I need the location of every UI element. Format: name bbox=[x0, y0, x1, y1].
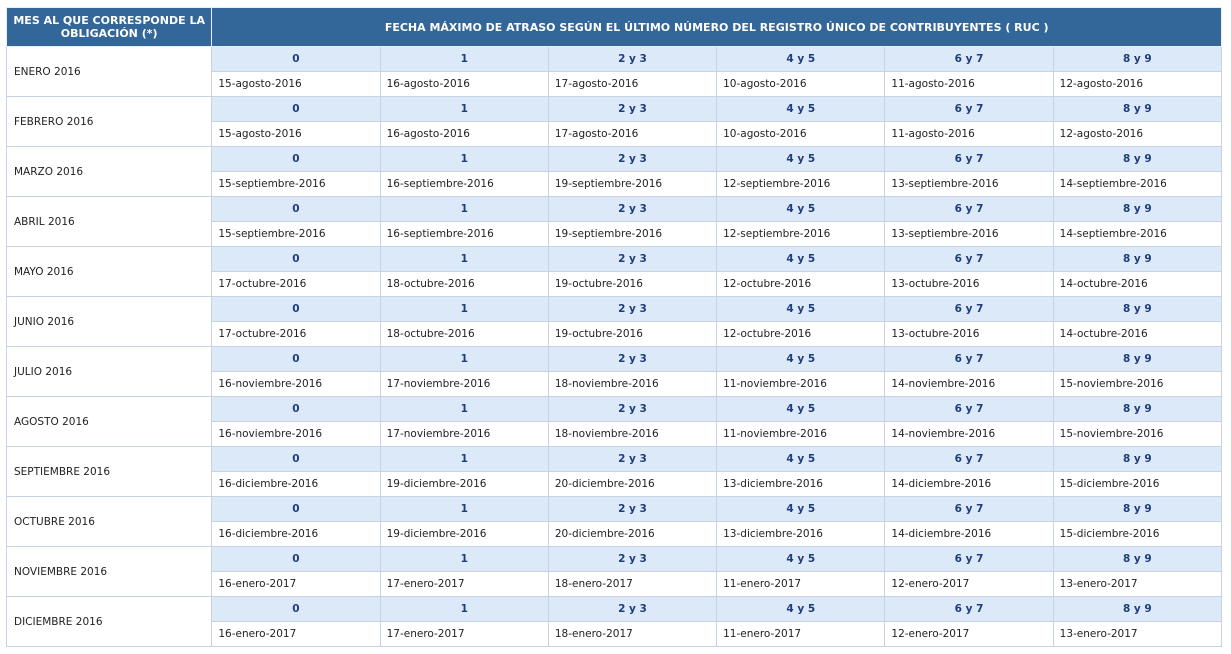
month-cell: JULIO 2016 bbox=[7, 347, 212, 397]
due-date-cell: 16-enero-2017 bbox=[212, 572, 380, 597]
due-date-cell: 14-septiembre-2016 bbox=[1053, 222, 1221, 247]
due-date-cell: 10-agosto-2016 bbox=[717, 72, 885, 97]
due-date-cell: 15-diciembre-2016 bbox=[1053, 522, 1221, 547]
ruc-digit-cell: 1 bbox=[380, 547, 548, 572]
ruc-digit-cell: 2 y 3 bbox=[548, 397, 716, 422]
due-date-cell: 16-agosto-2016 bbox=[380, 122, 548, 147]
due-date-cell: 17-agosto-2016 bbox=[548, 122, 716, 147]
due-date-cell: 13-septiembre-2016 bbox=[885, 172, 1053, 197]
due-date-cell: 13-diciembre-2016 bbox=[717, 472, 885, 497]
month-cell: SEPTIEMBRE 2016 bbox=[7, 447, 212, 497]
ruc-digit-cell: 8 y 9 bbox=[1053, 147, 1221, 172]
ruc-digit-cell: 0 bbox=[212, 347, 380, 372]
table-row bbox=[7, 147, 1222, 172]
due-date-cell: 17-enero-2017 bbox=[380, 622, 548, 647]
table-row bbox=[7, 47, 1222, 72]
due-date-cell: 17-noviembre-2016 bbox=[380, 372, 548, 397]
month-cell: MAYO 2016 bbox=[7, 247, 212, 297]
ruc-digit-cell: 0 bbox=[212, 397, 380, 422]
due-date-cell: 12-septiembre-2016 bbox=[717, 222, 885, 247]
ruc-schedule-table bbox=[6, 7, 1222, 647]
due-date-cell: 11-enero-2017 bbox=[717, 572, 885, 597]
ruc-digit-cell: 2 y 3 bbox=[548, 297, 716, 322]
due-date-cell: 18-octubre-2016 bbox=[380, 272, 548, 297]
due-date-cell: 11-agosto-2016 bbox=[885, 72, 1053, 97]
due-date-cell: 19-septiembre-2016 bbox=[548, 222, 716, 247]
ruc-digit-cell: 6 y 7 bbox=[885, 397, 1053, 422]
ruc-digit-cell: 2 y 3 bbox=[548, 197, 716, 222]
due-date-cell: 13-octubre-2016 bbox=[885, 322, 1053, 347]
ruc-digit-cell: 8 y 9 bbox=[1053, 397, 1221, 422]
due-date-cell: 14-diciembre-2016 bbox=[885, 522, 1053, 547]
ruc-digit-cell: 8 y 9 bbox=[1053, 197, 1221, 222]
due-date-cell: 15-septiembre-2016 bbox=[212, 222, 380, 247]
ruc-digit-cell: 1 bbox=[380, 197, 548, 222]
ruc-schedule-container bbox=[6, 7, 1222, 647]
due-date-cell: 19-octubre-2016 bbox=[548, 272, 716, 297]
ruc-digit-cell: 2 y 3 bbox=[548, 347, 716, 372]
due-date-cell: 12-septiembre-2016 bbox=[717, 172, 885, 197]
due-date-cell: 15-agosto-2016 bbox=[212, 72, 380, 97]
due-date-cell: 16-enero-2017 bbox=[212, 622, 380, 647]
month-cell: DICIEMBRE 2016 bbox=[7, 597, 212, 647]
due-date-cell: 10-agosto-2016 bbox=[717, 122, 885, 147]
ruc-digit-cell: 4 y 5 bbox=[717, 597, 885, 622]
ruc-digit-cell: 1 bbox=[380, 397, 548, 422]
ruc-digit-cell: 1 bbox=[380, 47, 548, 72]
ruc-digit-cell: 6 y 7 bbox=[885, 597, 1053, 622]
ruc-digit-cell: 0 bbox=[212, 47, 380, 72]
due-date-cell: 14-octubre-2016 bbox=[1053, 322, 1221, 347]
due-date-cell: 16-diciembre-2016 bbox=[212, 522, 380, 547]
due-date-cell: 14-octubre-2016 bbox=[1053, 272, 1221, 297]
table-row bbox=[7, 597, 1222, 622]
due-date-cell: 13-octubre-2016 bbox=[885, 272, 1053, 297]
ruc-digit-cell: 4 y 5 bbox=[717, 447, 885, 472]
due-date-cell: 17-octubre-2016 bbox=[212, 272, 380, 297]
due-date-cell: 17-enero-2017 bbox=[380, 572, 548, 597]
due-date-cell: 17-noviembre-2016 bbox=[380, 422, 548, 447]
due-date-cell: 11-noviembre-2016 bbox=[717, 372, 885, 397]
ruc-digit-cell: 6 y 7 bbox=[885, 547, 1053, 572]
due-date-cell: 12-agosto-2016 bbox=[1053, 72, 1221, 97]
due-date-cell: 16-diciembre-2016 bbox=[212, 472, 380, 497]
due-date-cell: 15-septiembre-2016 bbox=[212, 172, 380, 197]
ruc-digit-cell: 0 bbox=[212, 547, 380, 572]
due-date-cell: 17-agosto-2016 bbox=[548, 72, 716, 97]
due-date-cell: 18-enero-2017 bbox=[548, 622, 716, 647]
ruc-digit-cell: 0 bbox=[212, 297, 380, 322]
due-date-cell: 16-septiembre-2016 bbox=[380, 172, 548, 197]
ruc-digit-cell: 1 bbox=[380, 147, 548, 172]
due-date-cell: 15-noviembre-2016 bbox=[1053, 422, 1221, 447]
table-row bbox=[7, 97, 1222, 122]
ruc-digit-cell: 2 y 3 bbox=[548, 147, 716, 172]
ruc-digit-cell: 8 y 9 bbox=[1053, 497, 1221, 522]
ruc-digit-cell: 1 bbox=[380, 247, 548, 272]
due-date-cell: 19-octubre-2016 bbox=[548, 322, 716, 347]
due-date-cell: 18-noviembre-2016 bbox=[548, 422, 716, 447]
ruc-digit-cell: 8 y 9 bbox=[1053, 297, 1221, 322]
due-date-cell: 15-diciembre-2016 bbox=[1053, 472, 1221, 497]
ruc-digit-cell: 1 bbox=[380, 597, 548, 622]
due-date-cell: 18-enero-2017 bbox=[548, 572, 716, 597]
ruc-digit-cell: 4 y 5 bbox=[717, 247, 885, 272]
month-cell: ABRIL 2016 bbox=[7, 197, 212, 247]
ruc-digit-cell: 8 y 9 bbox=[1053, 597, 1221, 622]
table-row bbox=[7, 197, 1222, 222]
ruc-digit-cell: 2 y 3 bbox=[548, 97, 716, 122]
table-row bbox=[7, 447, 1222, 472]
month-cell: NOVIEMBRE 2016 bbox=[7, 547, 212, 597]
table-row bbox=[7, 497, 1222, 522]
ruc-digit-cell: 8 y 9 bbox=[1053, 97, 1221, 122]
ruc-digit-cell: 8 y 9 bbox=[1053, 247, 1221, 272]
ruc-digit-cell: 2 y 3 bbox=[548, 47, 716, 72]
ruc-digit-cell: 4 y 5 bbox=[717, 297, 885, 322]
table-body bbox=[7, 47, 1222, 647]
due-date-cell: 14-septiembre-2016 bbox=[1053, 172, 1221, 197]
ruc-digit-cell: 8 y 9 bbox=[1053, 47, 1221, 72]
due-date-cell: 13-diciembre-2016 bbox=[717, 522, 885, 547]
ruc-digit-cell: 4 y 5 bbox=[717, 497, 885, 522]
due-date-cell: 18-noviembre-2016 bbox=[548, 372, 716, 397]
due-date-cell: 13-septiembre-2016 bbox=[885, 222, 1053, 247]
due-date-cell: 18-octubre-2016 bbox=[380, 322, 548, 347]
month-cell: OCTUBRE 2016 bbox=[7, 497, 212, 547]
ruc-digit-cell: 0 bbox=[212, 447, 380, 472]
ruc-digit-cell: 8 y 9 bbox=[1053, 547, 1221, 572]
ruc-digit-cell: 0 bbox=[212, 197, 380, 222]
due-date-cell: 19-diciembre-2016 bbox=[380, 472, 548, 497]
due-date-cell: 15-agosto-2016 bbox=[212, 122, 380, 147]
due-date-cell: 11-noviembre-2016 bbox=[717, 422, 885, 447]
ruc-digit-cell: 2 y 3 bbox=[548, 597, 716, 622]
ruc-digit-cell: 6 y 7 bbox=[885, 197, 1053, 222]
month-cell: ENERO 2016 bbox=[7, 47, 212, 97]
due-date-cell: 12-enero-2017 bbox=[885, 622, 1053, 647]
ruc-digit-cell: 6 y 7 bbox=[885, 247, 1053, 272]
ruc-digit-cell: 1 bbox=[380, 97, 548, 122]
ruc-digit-cell: 4 y 5 bbox=[717, 97, 885, 122]
ruc-digit-cell: 4 y 5 bbox=[717, 347, 885, 372]
due-date-cell: 12-octubre-2016 bbox=[717, 272, 885, 297]
ruc-digit-cell: 8 y 9 bbox=[1053, 447, 1221, 472]
due-date-cell: 17-octubre-2016 bbox=[212, 322, 380, 347]
ruc-digit-cell: 1 bbox=[380, 447, 548, 472]
due-date-cell: 19-septiembre-2016 bbox=[548, 172, 716, 197]
due-date-cell: 12-octubre-2016 bbox=[717, 322, 885, 347]
due-date-cell: 14-noviembre-2016 bbox=[885, 372, 1053, 397]
month-cell: FEBRERO 2016 bbox=[7, 97, 212, 147]
ruc-digit-cell: 6 y 7 bbox=[885, 97, 1053, 122]
table-header-row bbox=[7, 8, 1222, 47]
ruc-digit-cell: 4 y 5 bbox=[717, 47, 885, 72]
ruc-digit-cell: 4 y 5 bbox=[717, 547, 885, 572]
due-date-cell: 19-diciembre-2016 bbox=[380, 522, 548, 547]
ruc-digit-cell: 0 bbox=[212, 497, 380, 522]
due-date-cell: 14-noviembre-2016 bbox=[885, 422, 1053, 447]
ruc-digit-cell: 2 y 3 bbox=[548, 497, 716, 522]
ruc-digit-cell: 6 y 7 bbox=[885, 47, 1053, 72]
due-date-cell: 20-diciembre-2016 bbox=[548, 522, 716, 547]
due-date-column-header: FECHA MÁXIMO DE ATRASO SEGÚN EL ÚLTIMO NÚMERO DEL REGISTRO ÚNICO DE CONTRIBUYENTES ( RUC ) bbox=[212, 8, 1222, 47]
due-date-cell: 20-diciembre-2016 bbox=[548, 472, 716, 497]
month-cell: MARZO 2016 bbox=[7, 147, 212, 197]
ruc-digit-cell: 6 y 7 bbox=[885, 147, 1053, 172]
ruc-digit-cell: 2 y 3 bbox=[548, 447, 716, 472]
ruc-digit-cell: 0 bbox=[212, 97, 380, 122]
ruc-digit-cell: 0 bbox=[212, 597, 380, 622]
ruc-digit-cell: 2 y 3 bbox=[548, 247, 716, 272]
due-date-cell: 13-enero-2017 bbox=[1053, 572, 1221, 597]
due-date-cell: 13-enero-2017 bbox=[1053, 622, 1221, 647]
ruc-digit-cell: 1 bbox=[380, 347, 548, 372]
month-cell: AGOSTO 2016 bbox=[7, 397, 212, 447]
due-date-cell: 16-septiembre-2016 bbox=[380, 222, 548, 247]
ruc-digit-cell: 2 y 3 bbox=[548, 547, 716, 572]
ruc-digit-cell: 6 y 7 bbox=[885, 497, 1053, 522]
due-date-cell: 11-enero-2017 bbox=[717, 622, 885, 647]
table-row bbox=[7, 347, 1222, 372]
due-date-cell: 12-agosto-2016 bbox=[1053, 122, 1221, 147]
ruc-digit-cell: 4 y 5 bbox=[717, 147, 885, 172]
ruc-digit-cell: 6 y 7 bbox=[885, 347, 1053, 372]
ruc-digit-cell: 4 y 5 bbox=[717, 197, 885, 222]
due-date-cell: 16-noviembre-2016 bbox=[212, 372, 380, 397]
due-date-cell: 16-agosto-2016 bbox=[380, 72, 548, 97]
due-date-cell: 16-noviembre-2016 bbox=[212, 422, 380, 447]
ruc-digit-cell: 1 bbox=[380, 497, 548, 522]
table-row bbox=[7, 397, 1222, 422]
due-date-cell: 15-noviembre-2016 bbox=[1053, 372, 1221, 397]
table-row bbox=[7, 297, 1222, 322]
due-date-cell: 14-diciembre-2016 bbox=[885, 472, 1053, 497]
table-row bbox=[7, 547, 1222, 572]
ruc-digit-cell: 6 y 7 bbox=[885, 447, 1053, 472]
ruc-digit-cell: 6 y 7 bbox=[885, 297, 1053, 322]
ruc-digit-cell: 4 y 5 bbox=[717, 397, 885, 422]
ruc-digit-cell: 0 bbox=[212, 147, 380, 172]
month-column-header: MES AL QUE CORRESPONDE LA OBLIGACIÓN (*) bbox=[7, 8, 212, 47]
ruc-digit-cell: 1 bbox=[380, 297, 548, 322]
due-date-cell: 11-agosto-2016 bbox=[885, 122, 1053, 147]
due-date-cell: 12-enero-2017 bbox=[885, 572, 1053, 597]
month-cell: JUNIO 2016 bbox=[7, 297, 212, 347]
ruc-digit-cell: 8 y 9 bbox=[1053, 347, 1221, 372]
ruc-digit-cell: 0 bbox=[212, 247, 380, 272]
table-row bbox=[7, 247, 1222, 272]
